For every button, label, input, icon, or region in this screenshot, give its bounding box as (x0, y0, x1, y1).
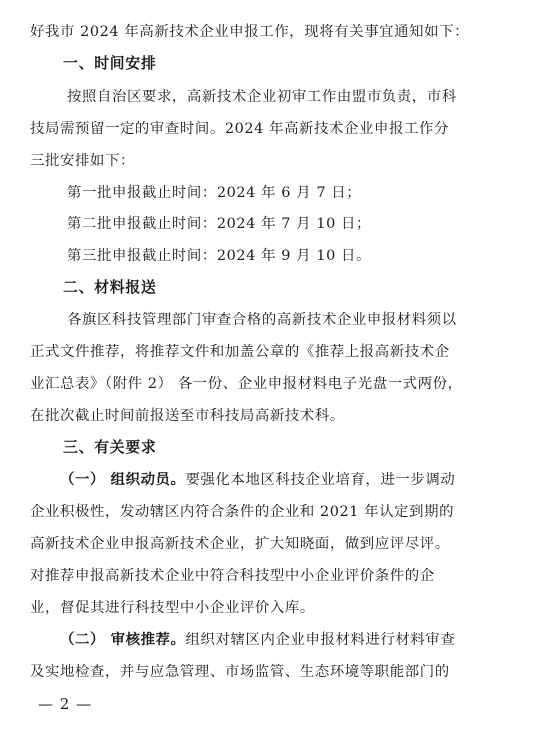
section2-heading: 二、材料报送 (63, 279, 157, 296)
section3-item1-line: 对推荐申报高新技术企业中符合科技型中小企业评价条件的企 (30, 568, 435, 584)
batch-deadline-2: 第二批申报截止时间：2024 年 7 月 10 日； (67, 216, 372, 232)
item2-label: （二） 审核推荐。 (60, 631, 186, 648)
section2-paragraph-line: 各旗区科技管理部门审查合格的高新技术企业申报材料须以 (67, 312, 457, 328)
section3-item2-line: 及实地检查，并与应急管理、市场监管、生态环境等职能部门的 (30, 664, 450, 680)
section3-item1-line: 企业积极性，发动辖区内符合条件的企业和 2021 年认定到期的 (30, 504, 455, 520)
section1-paragraph-line: 技局需预留一定的审查时间。2024 年高新技术企业申报工作分 (30, 121, 449, 137)
section2-paragraph-line: 在批次截止时间前报送至市科技局高新技术科。 (30, 408, 345, 424)
section3-item2-first-line (60, 630, 455, 650)
section3-item1-line: 高新技术企业申报高新技术企业，扩大知晓面，做到应评尽评。 (30, 536, 450, 552)
section3-item1-first-line (60, 470, 455, 490)
section1-paragraph-line: 三批安排如下： (30, 153, 135, 169)
item2-first-text: 组织对辖区内企业申报材料进行材料审查 (185, 632, 456, 648)
section3-item1-line: 业，督促其进行科技型中小企业评价入库。 (30, 600, 315, 616)
intro-tail-line: 好我市 2024 年高新技术企业申报工作，现将有关事宜通知如下： (30, 24, 470, 40)
section1-heading: 一、时间安排 (63, 55, 157, 72)
item1-label: （一） 组织动员。 (60, 471, 186, 488)
page-number: — 2 — (38, 695, 93, 713)
section2-paragraph-line: 业汇总表》（附件 2） 各一份、企业申报材料电子光盘一式两份， (30, 376, 463, 392)
section2-paragraph-line: 正式文件推荐，将推荐文件和加盖公章的《推荐上报高新技术企 (30, 344, 450, 360)
section3-heading: 三、有关要求 (63, 439, 157, 456)
batch-deadline-3: 第三批申报截止时间：2024 年 9 月 10 日。 (67, 248, 372, 264)
section1-paragraph-line: 按照自治区要求，高新技术企业初审工作由盟市负责，市科 (67, 89, 457, 105)
batch-deadline-1: 第一批申报截止时间：2024 年 6 月 7 日； (67, 185, 362, 201)
item1-first-text: 要强化本地区科技企业培育，进一步调动 (185, 472, 456, 488)
